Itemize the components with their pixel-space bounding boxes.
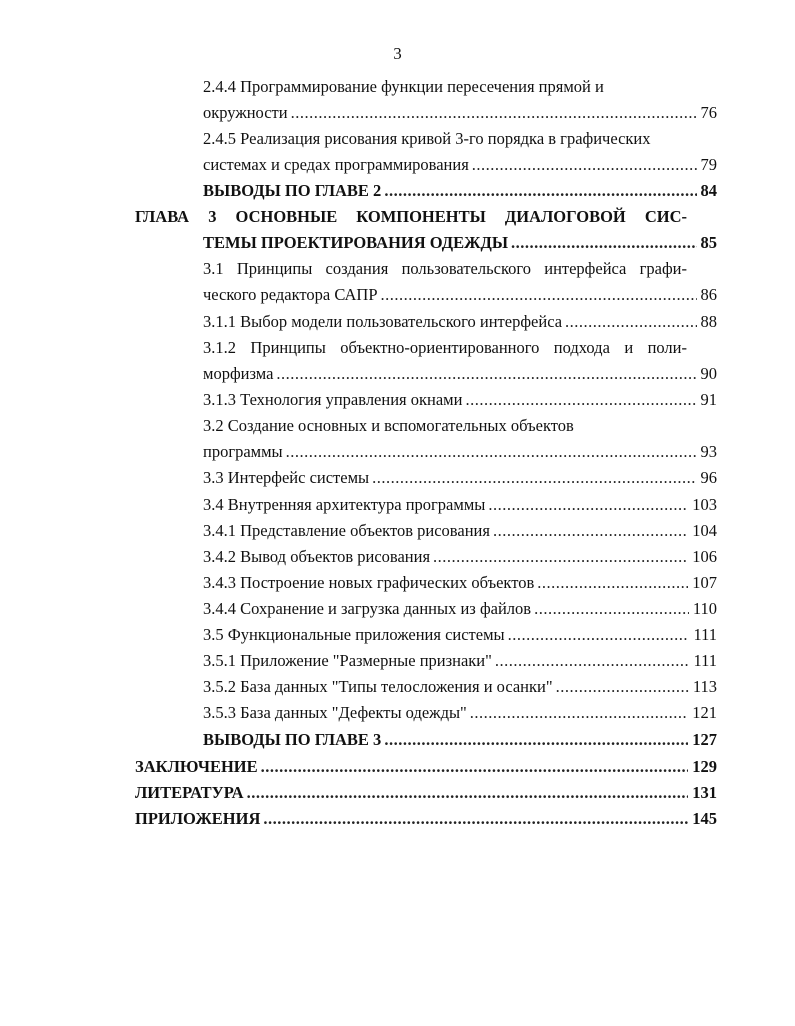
toc-entry-page: 110 (692, 599, 717, 618)
toc-entry-title: ЛИТЕРАТУРА (135, 783, 244, 802)
toc-entry-3-5-3[interactable] (203, 700, 717, 726)
leader-dots (508, 622, 690, 648)
toc-entry-3-3[interactable] (203, 465, 717, 491)
leader-dots (511, 230, 696, 256)
toc-entry-appendices[interactable] (135, 806, 717, 832)
toc-entry-page: 145 (692, 809, 717, 828)
toc-entry-page: 79 (700, 155, 717, 174)
toc-entry-page: 106 (692, 547, 717, 566)
leader-dots (565, 309, 696, 335)
leader-dots (537, 570, 688, 596)
toc-entry-page: 104 (692, 521, 717, 540)
toc-entry-title: 3.4 Внутренняя архитектура программы (203, 495, 486, 514)
leader-dots (263, 806, 688, 832)
leader-dots (286, 439, 697, 465)
toc-entry-3-1-3[interactable] (203, 387, 717, 413)
toc-entry-title: ТЕМЫ ПРОЕКТИРОВАНИЯ ОДЕЖДЫ (203, 233, 509, 252)
toc-entry-title: 3.4.1 Представление объектов рисования (203, 521, 490, 540)
toc-entry-title: системах и средах программирования (203, 155, 469, 174)
leader-dots (384, 727, 688, 753)
toc-entry-page: 103 (692, 495, 717, 514)
toc-entry-3-4-4[interactable] (203, 596, 717, 622)
toc-entry-title: окружности (203, 103, 288, 122)
toc-entry-3-1-2-line1: 3.1.2 Принципы объектно-ориентированного подхода и поли- (203, 338, 687, 357)
toc-entry-page: 111 (693, 625, 717, 644)
toc-entry-3-2-line1: 3.2 Создание основных и вспомогательных объектов (203, 416, 574, 435)
toc-entry-title: 3.1.3 Технология управления окнами (203, 390, 463, 409)
leader-dots (534, 596, 689, 622)
toc-entry-2-4-5[interactable] (203, 152, 717, 178)
toc-entry-3-4[interactable] (203, 492, 717, 518)
leader-dots (433, 544, 688, 570)
toc-entry-page: 86 (700, 285, 717, 304)
leader-dots (291, 100, 697, 126)
toc-entry-page: 131 (692, 783, 717, 802)
toc-entry-title: ческого редактора САПР (203, 285, 378, 304)
leader-dots (276, 361, 696, 387)
leader-dots (384, 178, 696, 204)
toc-entry-3-4-1[interactable] (203, 518, 717, 544)
leader-dots (247, 780, 689, 806)
toc-entry-3-4-2[interactable] (203, 544, 717, 570)
toc-entry-title: 3.4.3 Построение новых графических объектов (203, 573, 535, 592)
toc-entry-title: ВЫВОДЫ ПО ГЛАВЕ 2 (203, 181, 382, 200)
leader-dots (381, 282, 697, 308)
toc-entry-page: 91 (700, 390, 717, 409)
toc-entry-title: 3.3 Интерфейс системы (203, 468, 370, 487)
toc-entry-page: 113 (692, 677, 717, 696)
toc-entry-page: 107 (692, 573, 717, 592)
toc-entry-title: ЗАКЛЮЧЕНИЕ (135, 757, 258, 776)
toc-entry-title: 3.1.1 Выбор модели пользовательского интерфейса (203, 312, 563, 331)
toc-entry-3-5-1[interactable] (203, 648, 717, 674)
leader-dots (495, 648, 690, 674)
toc-entry-page: 129 (692, 757, 717, 776)
toc-chapter-3-line1: ГЛАВА 3 ОСНОВНЫЕ КОМПОНЕНТЫ ДИАЛОГОВОЙ СИС- (135, 207, 687, 226)
leader-dots (261, 754, 689, 780)
leader-dots (556, 674, 689, 700)
toc-entry-page: 90 (700, 364, 717, 383)
toc-entry-3-1-line1: 3.1 Принципы создания пользовательского интерфейса графи- (203, 259, 687, 278)
toc-entry-title: 3.5.1 Приложение "Размерные признаки" (203, 651, 492, 670)
leader-dots (470, 700, 688, 726)
toc-entry-2-4-4[interactable] (203, 100, 717, 126)
toc-entry-title: ПРИЛОЖЕНИЯ (135, 809, 261, 828)
leader-dots (472, 152, 697, 178)
toc-entry-page: 121 (692, 703, 717, 722)
toc-entry-title: 3.5.2 База данных "Типы телосложения и осанки" (203, 677, 553, 696)
toc-entry-title: 3.4.4 Сохранение и загрузка данных из файлов (203, 599, 532, 618)
toc-entry-3-1-1[interactable] (203, 309, 717, 335)
toc-entry-title: 3.5.3 База данных "Дефекты одежды" (203, 703, 467, 722)
leader-dots (493, 518, 688, 544)
toc-entry-2-4-4-line1: 2.4.4 Программирование функции пересечения прямой и (203, 77, 604, 96)
toc-entry-title: морфизма (203, 364, 274, 383)
toc-entry-2-4-5-line1: 2.4.5 Реализация рисования кривой 3-го порядка в графических (203, 129, 651, 148)
leader-dots (465, 387, 696, 413)
toc-entry-3-1[interactable] (203, 282, 717, 308)
leader-dots (488, 492, 688, 518)
toc-entry-title: программы (203, 442, 283, 461)
toc-entry-title: 3.5 Функциональные приложения системы (203, 625, 505, 644)
toc-entry-page: 84 (700, 181, 717, 200)
toc-entry-title: 3.4.2 Вывод объектов рисования (203, 547, 431, 566)
toc-entry-3-2[interactable] (203, 439, 717, 465)
page-number: 3 (393, 44, 402, 63)
toc-entry-page: 127 (692, 730, 717, 749)
toc-entry-page: 85 (700, 233, 717, 252)
toc-entry-3-5-2[interactable] (203, 674, 717, 700)
toc-entry-page: 93 (700, 442, 717, 461)
toc-entry-page: 88 (700, 312, 717, 331)
toc-entry-page: 111 (693, 651, 717, 670)
toc-entry-conclusions-ch2[interactable] (203, 178, 717, 204)
leader-dots (372, 465, 696, 491)
toc-entry-references[interactable] (135, 780, 717, 806)
toc-entry-page: 76 (700, 103, 717, 122)
toc-entry-3-4-3[interactable] (203, 570, 717, 596)
toc-entry-title: ВЫВОДЫ ПО ГЛАВЕ 3 (203, 730, 382, 749)
toc-entry-conclusion[interactable] (135, 754, 717, 780)
toc-entry-3-1-2[interactable] (203, 361, 717, 387)
toc-entry-page: 96 (700, 468, 717, 487)
toc-entry-conclusions-ch3[interactable] (203, 727, 717, 753)
toc-chapter-3[interactable] (203, 230, 717, 256)
toc-entry-3-5[interactable] (203, 622, 717, 648)
